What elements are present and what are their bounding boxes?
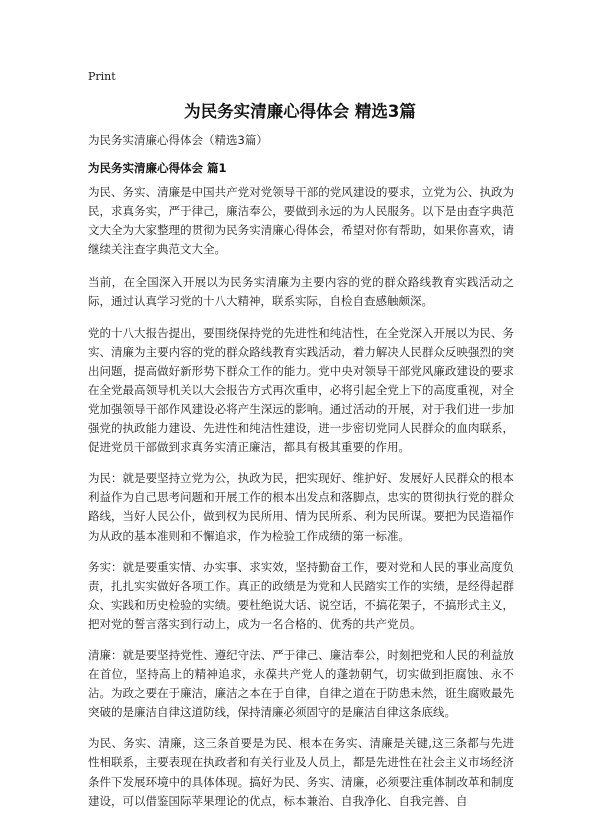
article-body: [88, 183, 514, 823]
paragraph: 党的十八大报告提出，要围绕保持党的先进性和纯洁性，在全党深入开展以为民、务实、清廉为主要内容的党的群众路线教育实践活动，着力解决人民群众反映强烈的突出问题，提高做好新形势下群众工作的能力。党中央对领导干部党风廉政建设的要求在全党最高领导机关以大会报告方式再次重申，必将引起全党上下的高度重视，对全党加强领导干部作风建设必将产生深远的影响。通过活动的开展，对于我们进一步加强党的执政能力建设、先进性和纯洁性建设，进一步密切党同人民群众的血肉联系，促进党员干部做到求真务实清正廉洁，都具有极其重要的作用。: [88, 325, 514, 455]
section-heading: 为民务实清廉心得体会 篇1: [88, 161, 227, 175]
page-title: 为民务实清廉心得体会 精选3篇: [184, 102, 416, 121]
paragraph: 为民、务实、清廉是中国共产党对党领导干部的党风建设的要求，立党为公、执政为民，求真务实，严于律己，廉洁奉公，要做到永远的为人民服务。以下是由查字典范文大全为大家整理的贯彻为民务实清廉心得体会，希望对你有帮助，如果你喜欢，请继续关注查字典范文大全。: [88, 185, 514, 257]
print-link[interactable]: Print: [88, 70, 116, 83]
paragraph: 当前，在全国深入开展以为民务实清廉为主要内容的党的群众路线教育实践活动之际，通过认真学习党的十八大精神，联系实际，自检自查感触颇深。: [88, 275, 514, 309]
document-subtitle: 为民务实清廉心得体会（精选3篇）: [88, 133, 268, 147]
paragraph: 务实：就是要重实情、办实事、求实效，坚持勤奋工作，要对党和人民的事业高度负责，扎扎实实做好各项工作。真正的政绩是为党和人民踏实工作的实绩，是经得起群众、实践和历史检验的实绩。要杜绝说大话、说空话，不搞花架子，不搞形式主义，把对党的誓言落实到行动上，成为一名合格的、优秀的共产党员。: [88, 559, 514, 631]
paragraph: 为民、务实、清廉，这三条首要是为民、根本在务实、清廉是关键,这三条都与先进性相联系，主要表现在执政者和有关行业及人员上，都是先进性在社会主义市场经济条件下发展环境中的具体体现。搞好为民、务实、清廉，必须要注重体制改革和制度建设，可以借鉴国际苹果理论的优点，标本兼治、自我净化、自我完善、自: [88, 736, 514, 808]
paragraph: 为民：就是要坚持立党为公，执政为民，把实现好、维护好、发展好人民群众的根本利益作为自己思考问题和开展工作的根本出发点和落脚点，忠实的贯彻执行党的群众路线，当好人民公仆，做到权为民所用、情为民所系、利为民所谋。要把为民造福作为从政的基本准则和不懈追求，作为检验工作成绩的第一标准。: [88, 471, 514, 543]
paragraph: 清廉：就是要坚持党性、遵纪守法、严于律己、廉洁奉公，时刻把党和人民的利益放在首位，坚持高上的精神追求，永葆共产党人的蓬勃朝气，切实做到拒腐蚀、永不沾。为政之要在于廉洁，廉洁之本在于自律，自律之道在于防患未然，诳生腐败最先突破的是廉洁自律这道防线，保持清廉必须固守的是廉洁自律这条底线。: [88, 647, 514, 720]
